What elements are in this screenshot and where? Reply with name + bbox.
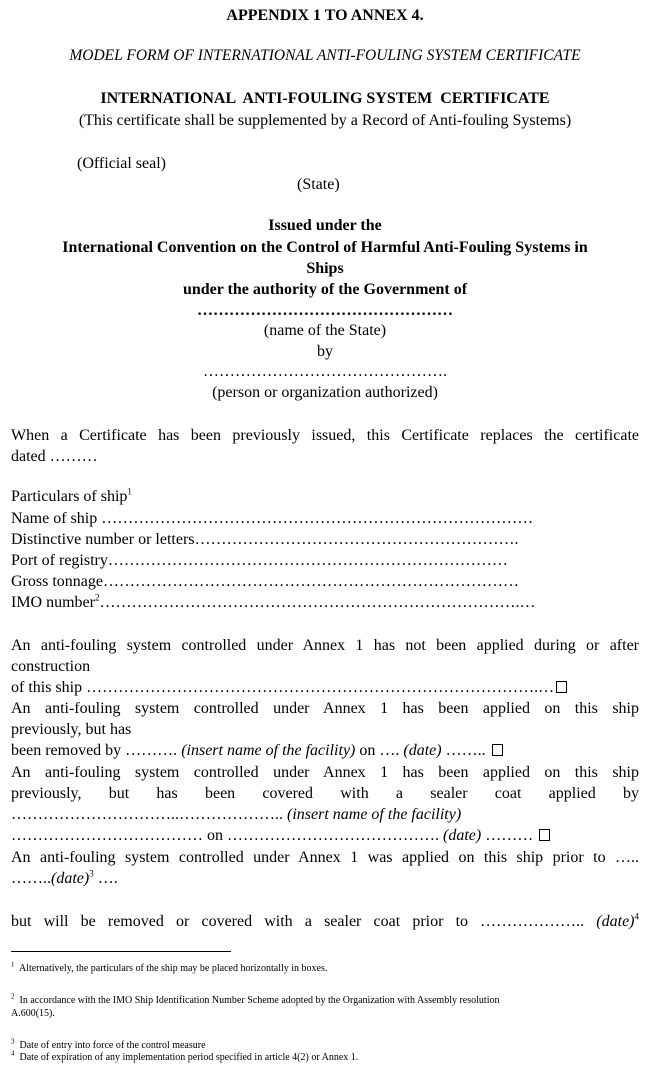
statement2-line2: previously, but has [11,721,132,738]
statement3-line4: ……………………………… on …………………………………. (date) ……… [11,826,550,846]
convention-title: International Convention on the Control of Harmful Anti-Fouling Systems in [62,239,588,256]
authorized-label: (person or organization authorized) [212,384,438,401]
authority-line: under the authority of the Government of [182,281,468,298]
certificate-title: INTERNATIONAL ANTI-FOULING SYSTEM CERTIFICATE [100,90,550,107]
by-label: by [317,343,333,360]
replacement-line1: When a Certificate has been previously issued, this Certificate replaces the certificate [11,427,639,444]
checkbox-removed[interactable] [492,744,503,756]
statement3-line2: previously, but has been covered with a sealer coat applied by [11,785,639,802]
name-of-ship-field: Name of ship ……………………………………………………………………… [11,510,534,527]
state-dots: ………………………………………… [197,302,453,319]
statement2-line1: An anti-fouling system controlled under Annex 1 has been applied on this ship [11,700,639,717]
statement4-line2: ……..(date)$^3$ …. [11,868,118,887]
footnote-1: $^1$ Alternatively, the particulars of the ship may be placed horizontally in boxes. [11,960,328,974]
particulars-heading: Particulars of ship$^1$ [11,486,132,505]
footnote-3: $^3$ Date of entry into force of the control measure [11,1037,206,1051]
supplement-note: (This certificate shall be supplemented by a Record of Anti-fouling Systems) [78,112,572,129]
appendix-title: APPENDIX 1 TO ANNEX 4. [226,7,424,24]
statement5-line: but will be removed or covered with a sealer coat prior to ……………….. (date)$^4$ [11,911,639,930]
statement4-line1: An anti-fouling system controlled under Annex 1 was applied on this ship prior to ….. [11,849,639,866]
checkbox-not-applied[interactable] [556,681,567,693]
state-name-label: (name of the State) [263,322,387,339]
authorized-dots: ………………………………………. [203,363,447,380]
statement1-line1: An anti-fouling system controlled under Annex 1 has not been applied during or after [11,637,639,654]
footnote-2-cont: A.600(15). [11,1008,55,1019]
distinctive-number-field: Distinctive number or letters……………………………………………………. [11,531,519,548]
issued-under: Issued under the [268,217,382,234]
state-label: (State) [297,176,340,193]
imo-number-field: IMO number$^2$…………………………………………………………………….… [11,592,536,611]
statement2-line3: been removed by ………. (insert name of the facility) on …. (date) …….. [11,741,503,761]
statement3-line1: An anti-fouling system controlled under Annex 1 has been applied on this ship [11,764,639,781]
footnote-divider [11,951,231,952]
port-of-registry-field: Port of registry………………………………………………………………… [11,552,508,569]
footnote-2: $^2$ In accordance with the IMO Ship Identification Number Scheme adopted by the Organization with Assembly resolution [11,992,500,1006]
statement3-line3: …………………………..……………….. (insert name of the facility) [11,806,462,823]
model-form-title: MODEL FORM OF INTERNATIONAL ANTI-FOULING SYSTEM CERTIFICATE [69,47,581,64]
checkbox-covered[interactable] [539,829,550,841]
footnote-4: $^4$ Date of expiration of any implementation period specified in article 4(2) or Annex 1. [11,1049,359,1063]
statement1-line2: construction [11,658,91,675]
statement1-line3: of this ship ………………………………………………………………………….… [11,678,567,698]
gross-tonnage-field: Gross tonnage…………………………………………………………………… [11,573,519,590]
official-seal: (Official seal) [77,155,166,172]
replacement-line2: dated ……… [11,448,98,465]
convention-title-cont: Ships [306,260,344,277]
